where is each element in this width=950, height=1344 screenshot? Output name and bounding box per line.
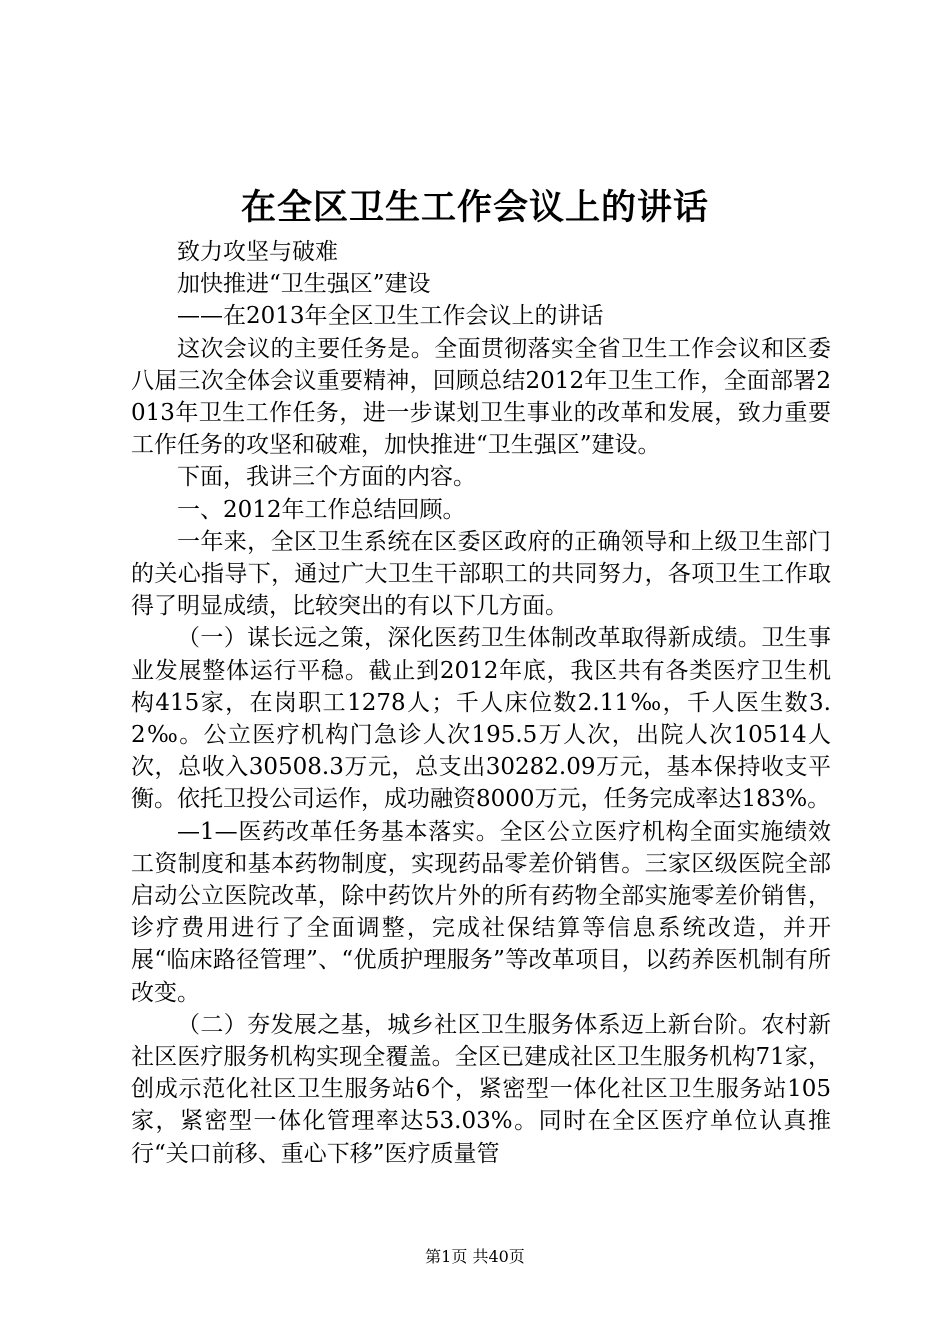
- paragraph-medicine-reform: —1—医药改革任务基本落实。全区公立医疗机构全面实施绩效工资制度和基本药物制度，实现药品零差价销售。三家区级医院全部启动公立医院改革，除中药饮片外的所有药物全部实施零差价销售，诊疗费用进行了全面调整，完成社保结算等信息系统改造，并开展“临床路径管理”、“优质护理服务”等改革项目，以药养医机制有所改变。: [131, 818, 831, 1006]
- paragraph-community-health: （二）夯发展之基，城乡社区卫生服务体系迈上新台阶。农村新社区医疗服务机构实现全覆盖。全区已建成社区卫生服务机构71家，创成示范化社区卫生服务站6个，紧密型一体化社区卫生服务站105家，紧密型一体化管理率达53.03%。同时在全区医疗单位认真推行“关口前移、重心下移”医疗质量管: [131, 1011, 831, 1167]
- subtitle-line-3: ——在2013年全区卫生工作会议上的讲话: [177, 303, 604, 330]
- paragraph-intro: 这次会议的主要任务是。全面贯彻落实全省卫生工作会议和区委八届三次全体会议重要精神，回顾总结2012年卫生工作，全面部署2013年卫生工作任务，进一步谋划卫生事业的改革和发展，致力重要工作任务的攻坚和破难，加快推进“卫生强区”建设。: [131, 335, 831, 459]
- section-heading-1: 一、2012年工作总结回顾。: [177, 496, 466, 523]
- document-title: 在全区卫生工作会议上的讲话: [240, 187, 709, 228]
- document-body: [131, 236, 831, 1170]
- paragraph-outline: 下面，我讲三个方面的内容。: [177, 464, 476, 491]
- subtitle-line-1: 致力攻坚与破难: [177, 239, 338, 265]
- paragraph-summary: 一年来，全区卫生系统在区委区政府的正确领导和上级卫生部门的关心指导下，通过广大卫生干部职工的共同努力，各项卫生工作取得了明显成绩，比较突出的有以下几方面。: [131, 528, 831, 620]
- paragraph-reform: （一）谋长远之策，深化医药卫生体制改革取得新成绩。卫生事业发展整体运行平稳。截止到2012年底，我区共有各类医疗卫生机构415家，在岗职工1278人；千人床位数2.11‰，千人医生数3.2‰。公立医疗机构门急诊人次195.5万人次，出院人次10514人次，总收入30508.3万元，总支出30282.09万元，基本保持收支平衡。依托卫投公司运作，成功融资8000万元，任务完成率达183%。: [131, 625, 831, 813]
- subtitle-line-2: 加快推进“卫生强区”建设: [177, 271, 431, 298]
- page-footer: 第1页 共40页: [425, 1247, 525, 1266]
